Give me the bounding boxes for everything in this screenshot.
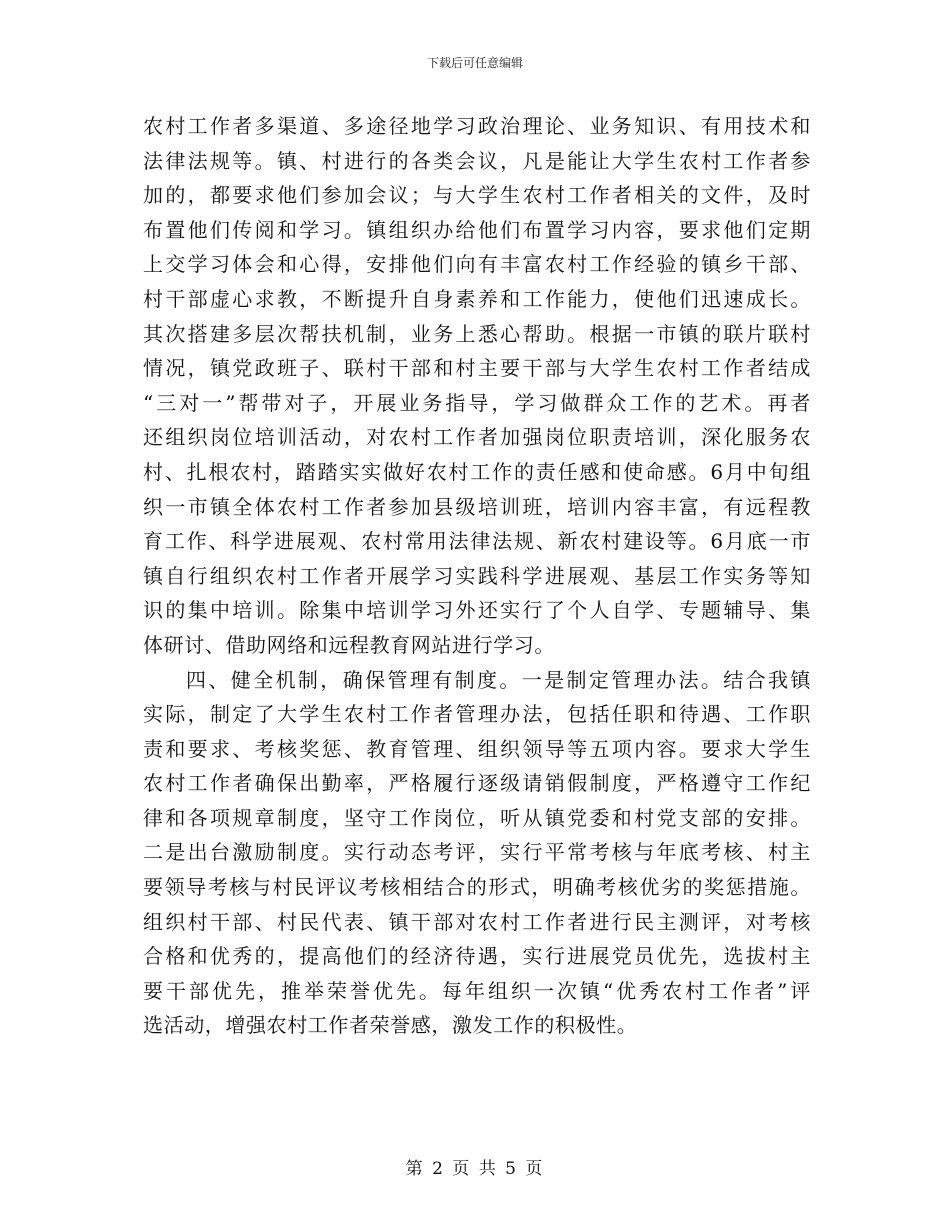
text-line: 情况，镇党政班子、联村干部和村主要干部与大学生农村工作者结成 <box>143 356 811 381</box>
text-line: 镇自行组织农村工作者开展学习实践科学进展观、基层工作实务等知 <box>143 563 811 588</box>
text-line: 村、扎根农村，踏踏实实做好农村工作的责任感和使命感。6月中旬组 <box>143 459 811 484</box>
text-line: 布置他们传阅和学习。镇组织办给他们布置学习内容，要求他们定期 <box>143 217 811 242</box>
text-line: 要领导考核与村民评议考核相结合的形式，明确考核优劣的奖惩措施。 <box>143 875 811 900</box>
page-header: 下载后可任意编辑 <box>426 56 523 70</box>
text-line: 二是出台激励制度。实行动态考评，实行平常考核与年底考核、村主 <box>143 840 811 865</box>
text-line: 加的，都要求他们参加会议；与大学生农村工作者相关的文件，及时 <box>143 183 811 208</box>
text-line: 选活动，增强农村工作者荣誉感，激发工作的积极性。 <box>143 1013 638 1038</box>
text-line: 律和各项规章制度，坚守工作岗位，听从镇党委和村党支部的安排。 <box>143 805 811 830</box>
text-line: 实际，制定了大学生农村工作者管理办法，包括任职和待遇、工作职 <box>143 702 811 727</box>
text-line: 村干部虚心求教，不断提升自身素养和工作能力，使他们迅速成长。 <box>143 286 811 311</box>
text-line: 体研讨、借助网络和远程教育网站进行学习。 <box>143 632 555 657</box>
text-line: 织一市镇全体农村工作者参加县级培训班，培训内容丰富，有远程教 <box>143 494 811 519</box>
text-line: 上交学习体会和心得，安排他们向有丰富农村工作经验的镇乡干部、 <box>143 252 811 277</box>
text-line: 还组织岗位培训活动，对农村工作者加强岗位职责培训，深化服务农 <box>143 425 811 450</box>
document-body <box>143 109 811 1043</box>
text-line: 法律法规等。镇、村进行的各类会议，凡是能让大学生农村工作者参 <box>143 148 811 173</box>
page-number-footer: 第 2 页 共 5 页 <box>405 1159 545 1179</box>
text-line: 责和要求、考核奖惩、教育管理、组织领导等五项内容。要求大学生 <box>143 736 811 761</box>
text-line: 识的集中培训。除集中培训学习外还实行了个人自学、专题辅导、集 <box>143 598 811 623</box>
text-line: 农村工作者多渠道、多途径地学习政治理论、业务知识、有用技术和 <box>143 114 811 138</box>
text-line: 育工作、科学进展观、农村常用法律法规、新农村建设等。6月底一市 <box>143 529 811 554</box>
text-line: 其次搭建多层次帮扶机制，业务上悉心帮助。根据一市镇的联片联村 <box>143 321 811 346</box>
text-line: 要干部优先，推举荣誉优先。每年组织一次镇“优秀农村工作者”评 <box>143 978 811 1003</box>
text-line: 农村工作者确保出勤率，严格履行逐级请销假制度，严格遵守工作纪 <box>143 771 811 796</box>
text-line: “三对一”帮带对子，开展业务指导，学习做群众工作的艺术。再者 <box>143 390 811 415</box>
text-line: 合格和优秀的，提高他们的经济待遇，实行进展党员优先，选拔村主 <box>143 944 811 969</box>
text-line: 组织村干部、村民代表、镇干部对农村工作者进行民主测评，对考核 <box>143 909 811 934</box>
paragraph-first-line: 四、健全机制，确保管理有制度。一是制定管理办法。结合我镇 <box>186 667 811 692</box>
